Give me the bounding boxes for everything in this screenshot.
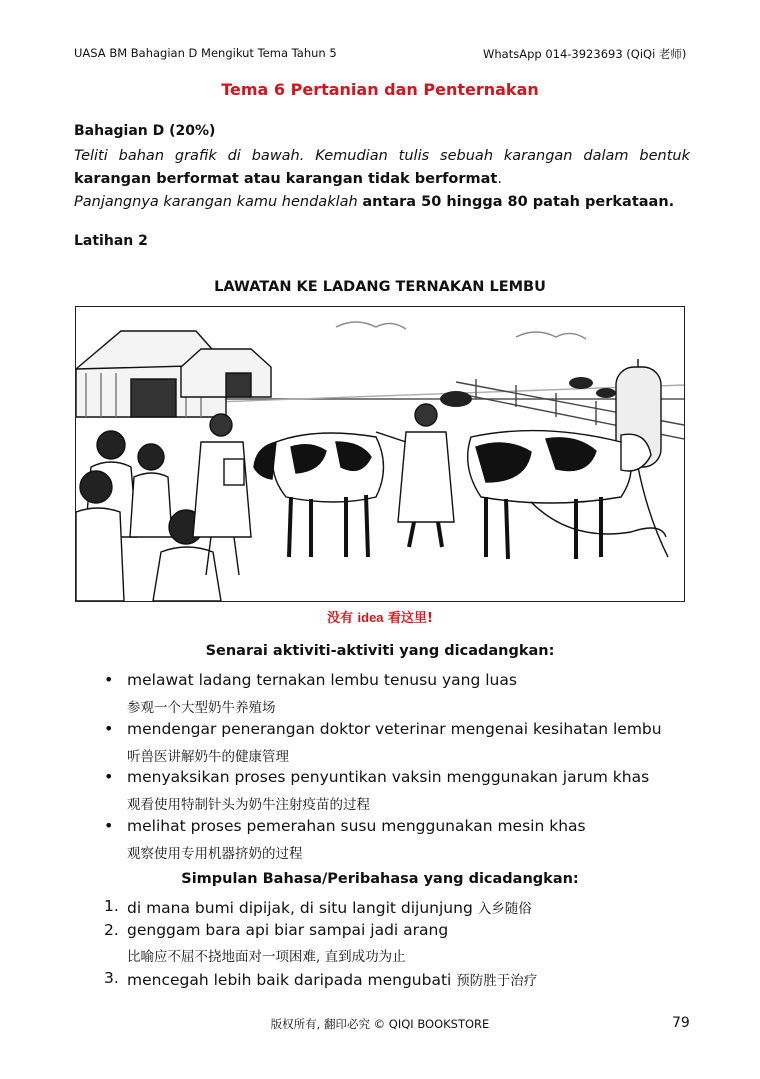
proverbs-heading: Simpulan Bahasa/Peribahasa yang dicadangkan: — [181, 871, 579, 887]
instruction-line-2 — [74, 168, 690, 190]
activities-heading: Senarai aktiviti-aktiviti yang dicadangkan: — [205, 643, 555, 659]
activity-3-ms: menyaksikan proses penyuntikan vaksin menggunakan jarum khas — [127, 768, 650, 786]
exercise-label: Latihan 2 — [74, 233, 148, 249]
proverb-3-ms: mencegah lebih baik daripada mengubati — [127, 971, 452, 989]
farm-illustration — [75, 306, 685, 602]
activity-2-ms: mendengar penerangan doktor veterinar mengenai kesihatan lembu — [127, 720, 662, 738]
instruction-period-2: . — [668, 194, 675, 210]
veterinarian-right — [376, 404, 454, 547]
instruction-period: . — [497, 171, 502, 187]
activity-bullet-3: • — [104, 767, 114, 786]
header-right: WhatsApp 014-3923693 (QiQi 老师) — [483, 47, 687, 61]
hint-text — [0, 607, 760, 626]
activity-4-ms: melihat proses pemerahan susu menggunakan mesin khas — [127, 817, 586, 835]
hint-text-after: 看这里! — [383, 611, 433, 626]
instruction-length-text: Panjangnya karangan kamu hendaklah — [74, 194, 363, 210]
picture-title: LAWATAN KE LADANG TERNAKAN LEMBU — [214, 279, 546, 295]
cow-center — [254, 433, 384, 557]
activity-1-ms: melawat ladang ternakan lembu tenusu yang luas — [127, 671, 517, 689]
activity-bullet-2: • — [104, 719, 114, 738]
proverb-2-zh: 比喻应不屈不挠地面对一项困难, 直到成功为止 — [127, 949, 406, 965]
header-left: UASA BM Bahagian D Mengikut Tema Tahun 5 — [74, 46, 337, 60]
proverb-1 — [127, 897, 532, 917]
footer-copyright: 版权所有, 翻印必究 © QIQI BOOKSTORE — [270, 1017, 490, 1031]
section-heading: Bahagian D (20%) — [74, 123, 216, 139]
barn-right — [181, 349, 271, 397]
page-number: 79 — [672, 1015, 690, 1031]
page-title: Tema 6 Pertanian dan Penternakan — [221, 80, 539, 99]
activity-bullet-4: • — [104, 816, 114, 835]
hint-text-before: 没有 — [326, 611, 358, 626]
activity-1-zh: 参观一个大型奶牛养殖场 — [127, 700, 276, 716]
activity-4-zh: 观察使用专用机器挤奶的过程 — [127, 846, 303, 862]
instruction-line-1: Teliti bahan grafik di bawah. Kemudian tulis sebuah karangan dalam bentuk — [74, 148, 690, 164]
cow-right — [468, 431, 666, 559]
proverb-3-zh: 预防胜于治疗 — [456, 973, 538, 989]
proverb-2-ms: genggam bara api biar sampai jadi arang — [127, 921, 449, 939]
instruction-word-count: antara 50 hingga 80 patah perkataan — [362, 194, 669, 210]
activity-3-zh: 观看使用特制针头为奶牛注射疫苗的过程 — [127, 797, 370, 813]
proverb-2-number: 2. — [104, 921, 119, 939]
proverb-3-number: 3. — [104, 969, 119, 987]
activity-bullet-1: • — [104, 670, 114, 689]
proverb-1-number: 1. — [104, 897, 119, 915]
proverb-1-ms: di mana bumi dipijak, di situ langit dijunjung — [127, 899, 473, 917]
activity-2-zh: 听兽医讲解奶牛的健康管理 — [127, 749, 289, 765]
proverb-1-zh: 入乡随俗 — [477, 901, 532, 917]
hint-text-idea: idea — [357, 610, 384, 625]
instruction-format-emphasis: karangan berformat atau karangan tidak berformat — [74, 171, 498, 187]
proverb-3 — [127, 969, 537, 989]
instruction-line-3 — [74, 191, 690, 213]
